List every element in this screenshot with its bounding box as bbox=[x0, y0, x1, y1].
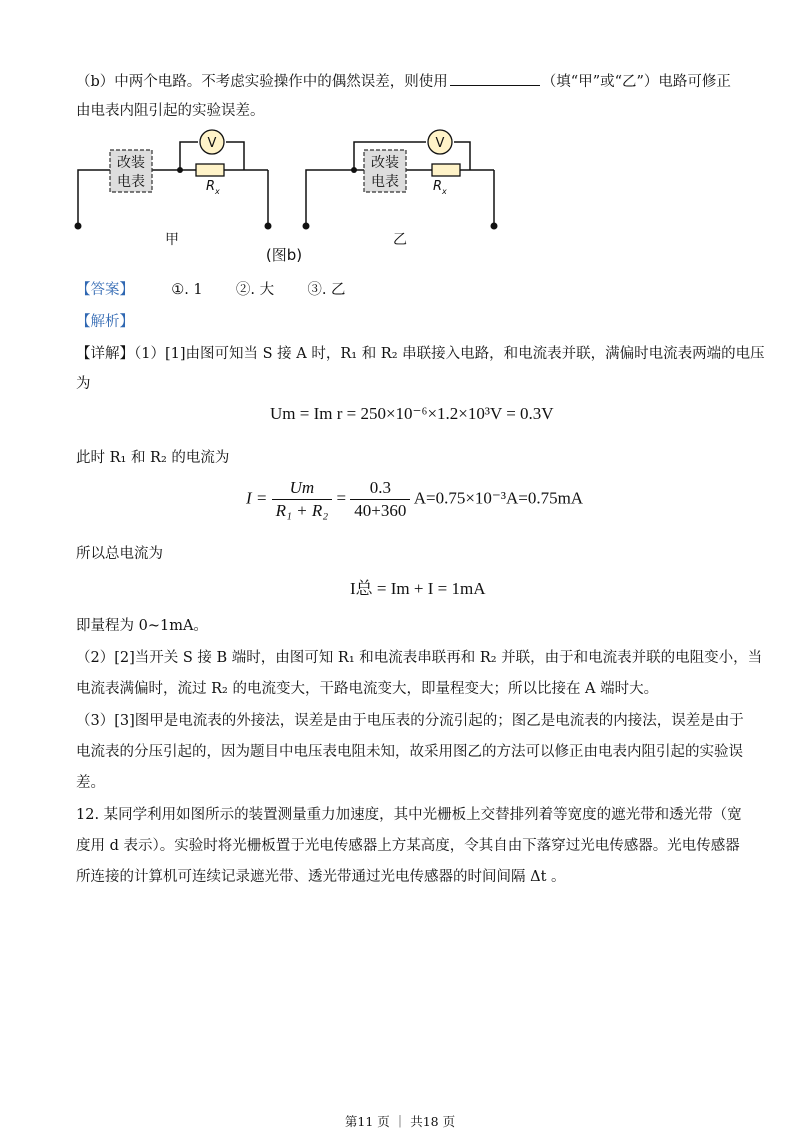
intro-line-1 bbox=[76, 70, 731, 91]
figure-caption: (图b) bbox=[265, 246, 303, 264]
eq2-den-1: R₁ + R₂ bbox=[275, 501, 329, 520]
detail-p2: 此时 R₁ 和 R₂ 的电流为 bbox=[76, 450, 230, 466]
analysis-tag: 【解析】 bbox=[76, 314, 134, 330]
left-terminal-b bbox=[265, 223, 272, 230]
right-resistor bbox=[432, 164, 460, 176]
intro-text-a: （b）中两个电路。不考虑实验操作中的偶然误差，则使用 bbox=[76, 74, 448, 90]
left-terminal-a bbox=[75, 223, 82, 230]
q12-line-1: 12. 某同学利用如图所示的装置测量重力加速度，其中光栅板上交替排列着等宽度的遮光带和透光带（宽 bbox=[76, 807, 742, 823]
answer-item-3: ③. 乙 bbox=[307, 282, 346, 298]
eq2-lhs: I = bbox=[246, 488, 268, 508]
detail-p6-c: 差。 bbox=[76, 775, 105, 791]
detail-p5-b: 电流表满偏时，流过 R₂ 的电流变大，干路电流变大，即量程变大；所以比接在 A 端时大。 bbox=[76, 681, 659, 697]
answer-line bbox=[76, 278, 346, 299]
right-terminal-b bbox=[491, 223, 498, 230]
label-yi: 乙 bbox=[393, 232, 407, 248]
intro-text-b: （填“甲”或“乙”）电路可修正 bbox=[541, 74, 731, 90]
answer-tag: 【答案】 bbox=[76, 282, 134, 298]
right-voltmeter-label: V bbox=[435, 136, 445, 151]
answer-item-2: ②. 大 bbox=[235, 282, 275, 298]
right-junction bbox=[351, 167, 357, 173]
eq2-fraction-2 bbox=[350, 478, 410, 521]
right-resistor-label: $R_x$ bbox=[433, 179, 447, 196]
left-voltmeter-label: V bbox=[207, 136, 217, 151]
detail-p1-b: 为 bbox=[76, 376, 91, 392]
left-box-label-1: 改装 bbox=[117, 155, 145, 171]
q12-line-2: 度用 d 表示）。实验时将光栅板置于光电传感器上方某高度，令其自由下落穿过光电传感器。光电传感器 bbox=[76, 838, 740, 854]
equation-2: I = $\frac{Um}{\text{R₁ + R₂}}$ = $\frac{0.3}{40+360}$ A=0.75×10⁻³A=0.75mA bbox=[246, 478, 584, 520]
eq2-rhs: A=0.75×10⁻³A=0.75mA bbox=[413, 488, 584, 508]
detail-p6-b: 电流表的分压引起的，因为题目中电压表电阻未知，故采用图乙的方法可以修正由电表内阻引起的实验误 bbox=[76, 744, 743, 760]
left-resistor bbox=[196, 164, 224, 176]
detail-p6-a: （3）[3]图甲是电流表的外接法，误差是由于电压表的分流引起的；图乙是电流表的内接法，误差是由于 bbox=[76, 713, 744, 729]
equation-3: I总 = Im + I = 1mA bbox=[350, 579, 486, 598]
detail-p1-a: 【详解】（1）[1]由图可知当 S 接 A 时，R₁ 和 R₂ 串联接入电路，和电流表并联，满偏时电流表两端的电压 bbox=[76, 346, 765, 362]
answer-item-1: ①. 1 bbox=[171, 282, 203, 298]
left-junction bbox=[177, 167, 183, 173]
detail-p5-a: （2）[2]当开关 S 接 B 端时，由图可知 R₁ 和电流表串联再和 R₂ 并联，由于和电流表并联的电阻变小，当 bbox=[76, 650, 763, 666]
right-box-label-1: 改装 bbox=[371, 155, 399, 171]
circuit-left bbox=[78, 142, 268, 226]
right-terminal-a bbox=[303, 223, 310, 230]
right-box-label-2: 电表 bbox=[371, 174, 399, 190]
page-footer: 第11 页 ｜ 共18 页 bbox=[344, 1114, 456, 1129]
equation-1: Um = Im r = 250×10⁻⁶×1.2×10³V = 0.3V bbox=[270, 404, 554, 423]
eq2-num-1: Um bbox=[272, 478, 333, 500]
eq2-den-2: 40+360 bbox=[354, 501, 407, 520]
circuit-figure bbox=[66, 124, 526, 266]
left-resistor-label: $R_x$ bbox=[206, 179, 220, 196]
label-jia: 甲 bbox=[165, 232, 179, 248]
answer-blank bbox=[450, 84, 540, 86]
q12-line-3: 所连接的计算机可连续记录遮光带、透光带通过光电传感器的时间间隔 Δt 。 bbox=[76, 869, 566, 885]
eq2-fraction-1 bbox=[272, 478, 333, 521]
detail-p3: 所以总电流为 bbox=[76, 546, 163, 562]
left-box-label-2: 电表 bbox=[117, 174, 145, 190]
detail-p4: 即量程为 0~1mA。 bbox=[76, 618, 208, 634]
eq2-num-2: 0.3 bbox=[350, 478, 410, 500]
intro-line-2: 由电表内阻引起的实验误差。 bbox=[76, 103, 265, 119]
